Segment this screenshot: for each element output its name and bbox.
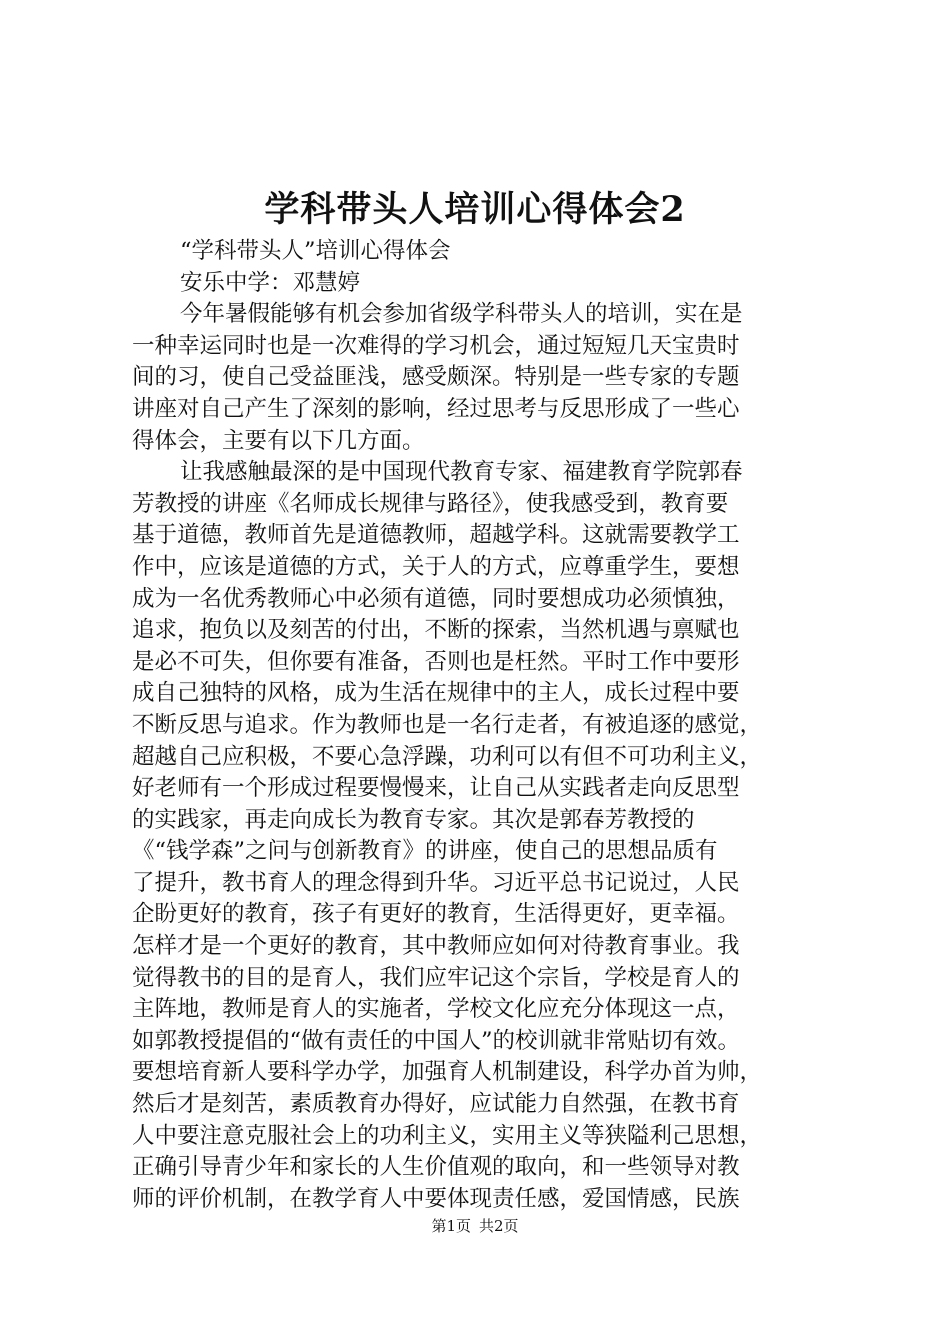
subtitle-line: “学科带头人”培训心得体会 bbox=[180, 238, 451, 264]
paragraph-line: 了提升，教书育人的理念得到升华。习近平总书记说过，人民 bbox=[132, 869, 740, 896]
paragraph-line: 主阵地，教师是育人的实施者，学校文化应充分体现这一点， bbox=[132, 996, 740, 1023]
paragraph-line: 正确引导青少年和家长的人生价值观的取向，和一些领导对教 bbox=[132, 1154, 740, 1181]
paragraph-line: 的实践家，再走向成长为教育专家。其次是郭春芳教授的 bbox=[132, 806, 695, 833]
paragraph-line: 不断反思与追求。作为教师也是一名行走者，有被追逐的感觉， bbox=[132, 711, 763, 738]
paragraph-line: 怎样才是一个更好的教育，其中教师应如何对待教育事业。我 bbox=[132, 933, 740, 960]
author-line: 安乐中学：邓慧婷 bbox=[180, 269, 361, 296]
page-footer bbox=[0, 1215, 950, 1237]
paragraph-line: 成自己独特的风格，成为生活在规律中的主人，成长过程中要 bbox=[132, 680, 740, 707]
paragraph-line: 一种幸运同时也是一次难得的学习机会，通过短短几天宝贵时 bbox=[132, 332, 740, 359]
paragraph-line: 追求，抱负以及刻苦的付出，不断的探索，当然机遇与禀赋也 bbox=[132, 617, 740, 644]
paragraph-line: 基于道德，教师首先是道德教师，超越学科。这就需要教学工 bbox=[132, 522, 740, 549]
page-total: 共2页 bbox=[479, 1217, 519, 1235]
paragraph-line: 讲座对自己产生了深刻的影响，经过思考与反思形成了一些心 bbox=[132, 395, 740, 422]
paragraph-line: 如郭教授提倡的“做有责任的中国人”的校训就非常贴切有效。 bbox=[132, 1027, 741, 1054]
paragraph-line: 成为一名优秀教师心中必须有道德，同时要想成功必须慎独， bbox=[132, 585, 740, 612]
paragraph-line: 得体会，主要有以下几方面。 bbox=[132, 427, 425, 454]
paragraph-line: 好老师有一个形成过程要慢慢来，让自己从实践者走向反思型 bbox=[132, 775, 740, 802]
paragraph-line: 今年暑假能够有机会参加省级学科带头人的培训，实在是 bbox=[180, 301, 743, 328]
paragraph-line: 超越自己应积极，不要心急浮躁，功利可以有但不可功利主义， bbox=[132, 743, 763, 770]
paragraph-line: 师的评价机制，在教学育人中要体现责任感，爱国情感，民族 bbox=[132, 1185, 740, 1212]
paragraph-line: 《“钱学森”之问与创新教育》的讲座，使自己的思想品质有 bbox=[132, 838, 718, 865]
document-body bbox=[132, 236, 832, 1215]
paragraph-line: 间的习，使自己受益匪浅，感受颇深。特别是一些专家的专题 bbox=[132, 364, 740, 391]
document-title: 学科带头人培训心得体会2 bbox=[264, 189, 686, 230]
paragraph-line: 让我感触最深的是中国现代教育专家、福建教育学院郭春 bbox=[180, 459, 743, 486]
paragraph-line: 作中，应该是道德的方式，关于人的方式，应尊重学生，要想 bbox=[132, 553, 740, 580]
paragraph-line: 然后才是刻苦，素质教育办得好，应试能力自然强，在教书育 bbox=[132, 1091, 740, 1118]
page-number: 第1页 bbox=[431, 1217, 471, 1235]
paragraph-line: 是必不可失，但你要有准备，否则也是枉然。平时工作中要形 bbox=[132, 648, 740, 675]
paragraph-line: 芳教授的讲座《名师成长规律与路径》，使我感受到，教育要 bbox=[132, 490, 729, 517]
paragraph-line: 觉得教书的目的是育人，我们应牢记这个宗旨，学校是育人的 bbox=[132, 964, 740, 991]
paragraph-line: 人中要注意克服社会上的功利主义，实用主义等狭隘利己思想， bbox=[132, 1122, 763, 1149]
paragraph-line: 企盼更好的教育，孩子有更好的教育，生活得更好，更幸福。 bbox=[132, 901, 740, 928]
paragraph-line: 要想培育新人要科学办学，加强育人机制建设，科学办首为帅， bbox=[132, 1059, 763, 1086]
